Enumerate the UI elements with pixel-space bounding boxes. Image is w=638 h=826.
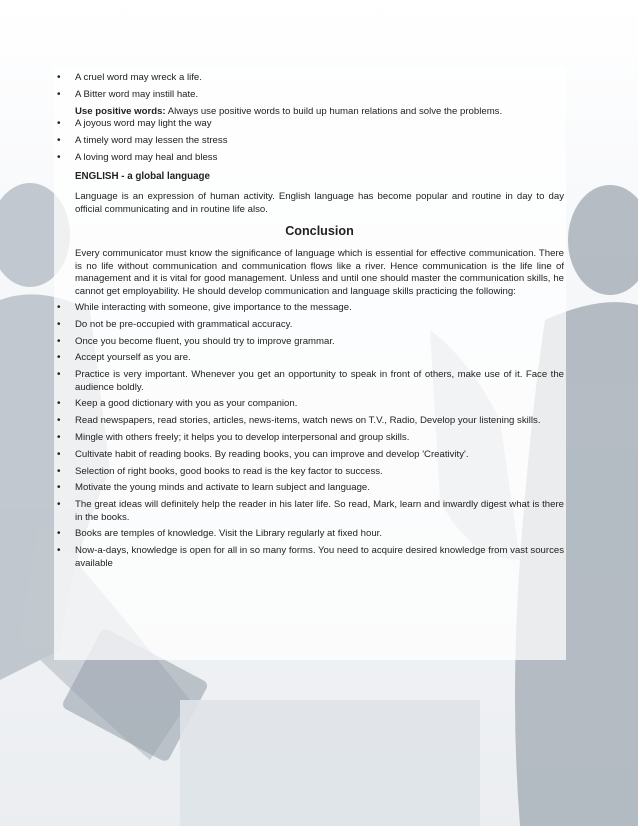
list-item: • Do not be pre-occupied with grammatical accuracy. — [57, 318, 293, 330]
positive-words-paragraph — [54, 106, 564, 118]
conclusion-title: Conclusion — [285, 224, 354, 239]
list-item: • Now-a-days, knowledge is open for all in so many forms. You need to acquire desired knowledge from vast sources available — [57, 545, 565, 569]
bullet: • — [57, 335, 61, 347]
bullet: • — [57, 302, 61, 314]
bullet: • — [57, 135, 61, 147]
english-paragraph: Language is an expression of human activity. English language has become popular and routine in day to day official communicating and in routine life also. — [75, 191, 564, 215]
list-item: • Mingle with others freely; it helps you to develop interpersonal and group skills. — [57, 432, 410, 444]
bullet: • — [57, 89, 61, 100]
positive-words-label: Use positive words: — [75, 106, 166, 117]
list-item: • Practice is very important. Whenever you get an opportunity to speak in front of others, make use of it. Face the audience boldly. — [57, 369, 564, 393]
bullet: • — [57, 369, 61, 381]
list-item: • A loving word may heal and bless — [57, 152, 218, 164]
list-item: • Accept yourself as you are. — [57, 352, 191, 364]
bullet: • — [57, 432, 61, 444]
bullet: • — [57, 482, 61, 494]
bullet: • — [57, 72, 61, 83]
bullet: • — [57, 398, 61, 410]
list-item: • A cruel word may wreck a life. — [57, 72, 202, 83]
section-heading: ENGLISH - a global language — [75, 170, 210, 182]
list-item: • Selection of right books, good books to read is the key factor to success. — [57, 465, 383, 477]
list-item: • Once you become fluent, you should try to improve grammar. — [57, 335, 335, 347]
positive-words-text: Always use positive words to build up human relations and solve the problems. — [167, 106, 503, 117]
word-effects-list — [54, 72, 564, 101]
bullet: • — [57, 499, 61, 511]
positive-words-list — [54, 118, 564, 164]
list-item: • Read newspapers, read stories, articles, news-items, watch news on T.V., Radio, Develop your listening skills. — [57, 415, 541, 427]
list-item: • A timely word may lessen the stress — [57, 135, 228, 147]
bullet: • — [57, 118, 61, 130]
list-item: • The great ideas will definitely help the reader in his later life. So read, Mark, learn and inwardly digest what is there in the books. — [57, 499, 564, 523]
bullet: • — [57, 465, 61, 477]
bullet: • — [57, 152, 61, 164]
bullet: • — [57, 415, 61, 427]
list-item: • Motivate the young minds and activate to learn subject and language. — [57, 482, 370, 494]
document-page — [54, 72, 564, 574]
list-item: • Keep a good dictionary with you as your companion. — [57, 398, 298, 410]
conclusion-paragraph: Every communicator must know the significance of language which is essential for effective communication. There is no life without communication and communication flows like a river. Hence communication is the life line of management and it is vital for good management. Unless and until one should master the communication skills, he cannot get employability. He should develop communication and language skills practicing the following: — [75, 248, 564, 297]
bullet: • — [57, 545, 61, 557]
list-item: • A joyous word may light the way — [57, 118, 212, 130]
list-item: • A Bitter word may instill hate. — [57, 89, 199, 100]
list-item: • While interacting with someone, give importance to the message. — [57, 302, 352, 314]
list-item: • Cultivate habit of reading books. By reading books, you can improve and develop 'Creativity'. — [57, 448, 469, 460]
bullet: • — [57, 352, 61, 364]
bullet: • — [57, 448, 61, 460]
bullet: • — [57, 318, 61, 330]
bullet: • — [57, 528, 61, 540]
tips-list — [54, 302, 564, 570]
list-item: • Books are temples of knowledge. Visit the Library regularly at fixed hour. — [57, 528, 382, 540]
